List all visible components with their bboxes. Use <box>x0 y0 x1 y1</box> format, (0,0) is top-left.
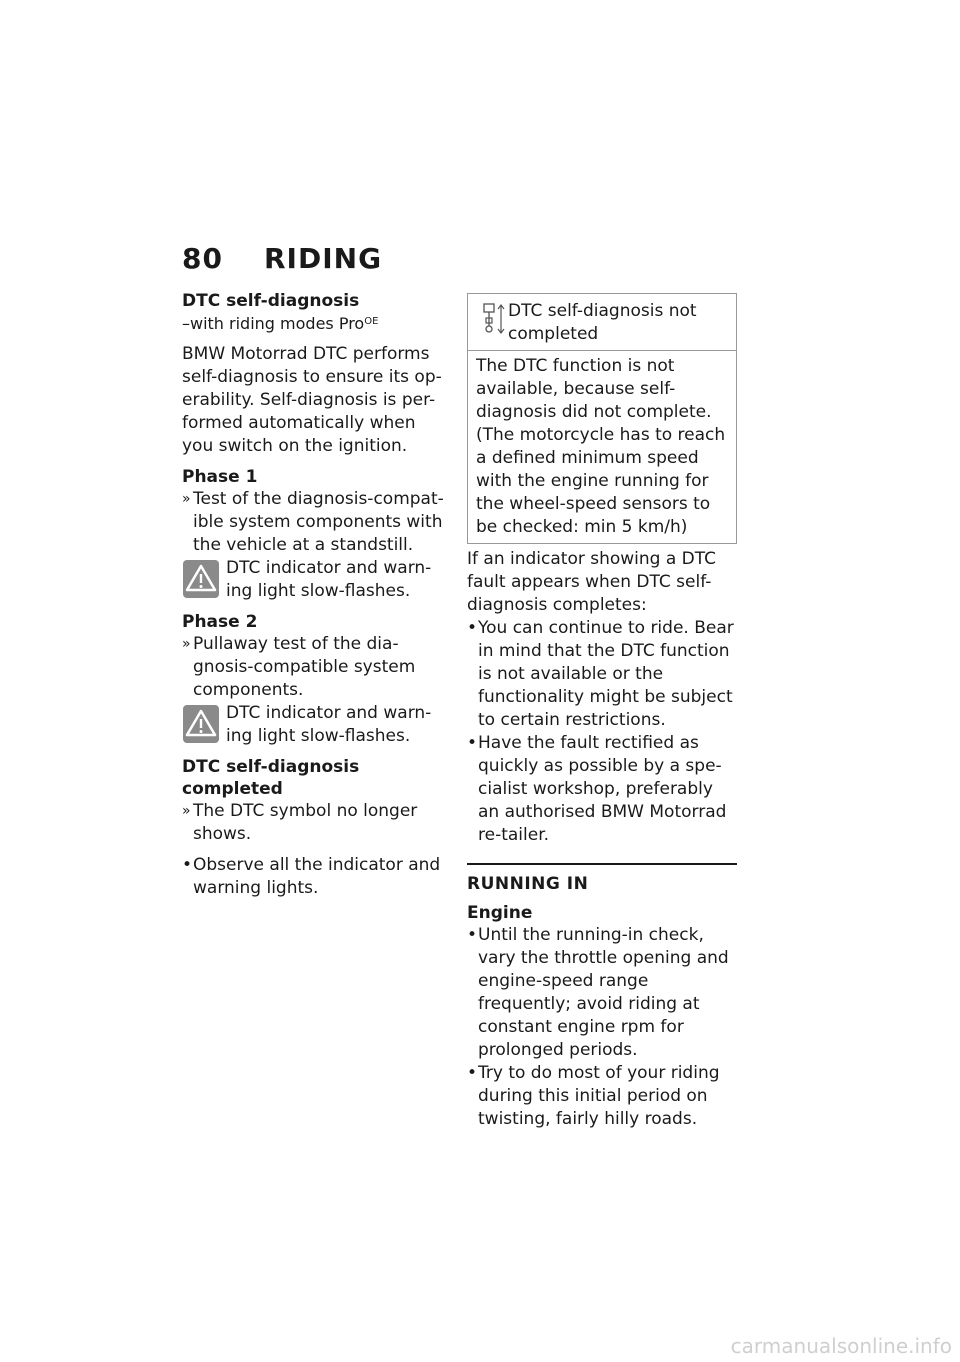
fault-intro: If an indicator showing a DTC fault appears when DTC self-diagnosis completes: <box>467 549 717 615</box>
result-arrow-icon: » <box>182 491 191 507</box>
fault-bullet-text: Have the fault rectified as quickly as possible by a spe-cialist workshop, preferably an authorised BMW Motorrad re-tailer. <box>478 733 727 845</box>
box-header <box>468 294 736 351</box>
fault-bullet <box>467 617 737 732</box>
subheading-superscript: OE <box>364 316 379 327</box>
left-column <box>182 290 452 900</box>
section-heading-dtc-self-diagnosis: DTC self-diagnosis <box>182 291 360 311</box>
completed-bullet-text: Observe all the indicator and warning lights. <box>193 855 441 898</box>
page-number: 80 <box>182 242 223 275</box>
section-subheading <box>182 312 452 335</box>
phase1-step-text: Test of the diagnosis-compat-ible system components with the vehicle at a standstill. <box>193 489 444 555</box>
fault-bullet <box>467 732 737 847</box>
running-in-bullet-text: Until the running-in check, vary the throttle opening and engine-speed range frequently; avoid riding at constant engine rpm for prolonged periods. <box>478 925 729 1060</box>
result-arrow-icon: » <box>182 803 191 819</box>
box-body: The DTC function is not available, because self-diagnosis did not complete. (The motorcycle has to reach a defined minimum speed with the engine running for the wheel-speed sensors to be checked: min 5 km/h) <box>476 356 726 537</box>
running-in-section <box>467 863 737 1131</box>
running-in-bullet <box>467 1062 737 1131</box>
bullet-icon: • <box>467 618 478 638</box>
box-title: DTC self-diagnosis not completed <box>508 301 697 344</box>
phase2-step <box>182 633 452 702</box>
fault-bullet-text: You can continue to ride. Bear in mind that the DTC function is not available or the functionality might be subject to certain restrictions. <box>478 618 734 730</box>
warning-light-icon <box>182 704 220 744</box>
phase1-indicator <box>182 557 452 603</box>
phase2-indicator <box>182 702 452 748</box>
running-in-title: RUNNING IN <box>467 874 589 894</box>
phase2-indicator-text: DTC indicator and warn-ing light slow-flashes. <box>226 703 432 746</box>
phase1-title: Phase 1 <box>182 467 258 487</box>
bullet-icon: • <box>182 855 193 875</box>
right-column <box>467 293 737 1131</box>
dtc-not-completed-box <box>467 293 737 544</box>
completed-step-text: The DTC symbol no longer shows. <box>193 801 418 844</box>
bullet-icon: • <box>467 925 478 945</box>
completed-bullet <box>182 854 452 900</box>
phase1-indicator-text: DTC indicator and warn-ing light slow-flashes. <box>226 558 432 601</box>
subheading-text: –with riding modes Pro <box>182 314 365 333</box>
bullet-icon: • <box>467 733 478 753</box>
watermark: carmanualsonline.info <box>730 1334 952 1358</box>
warning-light-icon <box>182 559 220 599</box>
wheel-speed-sensor-icon <box>478 300 508 340</box>
phase1-step <box>182 488 452 557</box>
phase2-title: Phase 2 <box>182 612 258 632</box>
bullet-icon: • <box>467 1063 478 1083</box>
result-arrow-icon: » <box>182 636 191 652</box>
engine-subtitle: Engine <box>467 903 533 923</box>
running-in-bullet <box>467 924 737 1062</box>
phase2-step-text: Pullaway test of the dia-gnosis-compatible system components. <box>193 634 416 700</box>
page-header <box>182 242 382 275</box>
page-title: RIDING <box>264 242 383 275</box>
completed-step <box>182 800 452 846</box>
completed-title: DTC self-diagnosis completed <box>182 757 360 799</box>
intro-paragraph: BMW Motorrad DTC performs self-diagnosis to ensure its op-erability. Self-diagnosis is per-formed automatically when you switch on the ignition. <box>182 344 442 456</box>
running-in-bullet-text: Try to do most of your riding during this initial period on twisting, fairly hilly roads. <box>478 1063 720 1129</box>
